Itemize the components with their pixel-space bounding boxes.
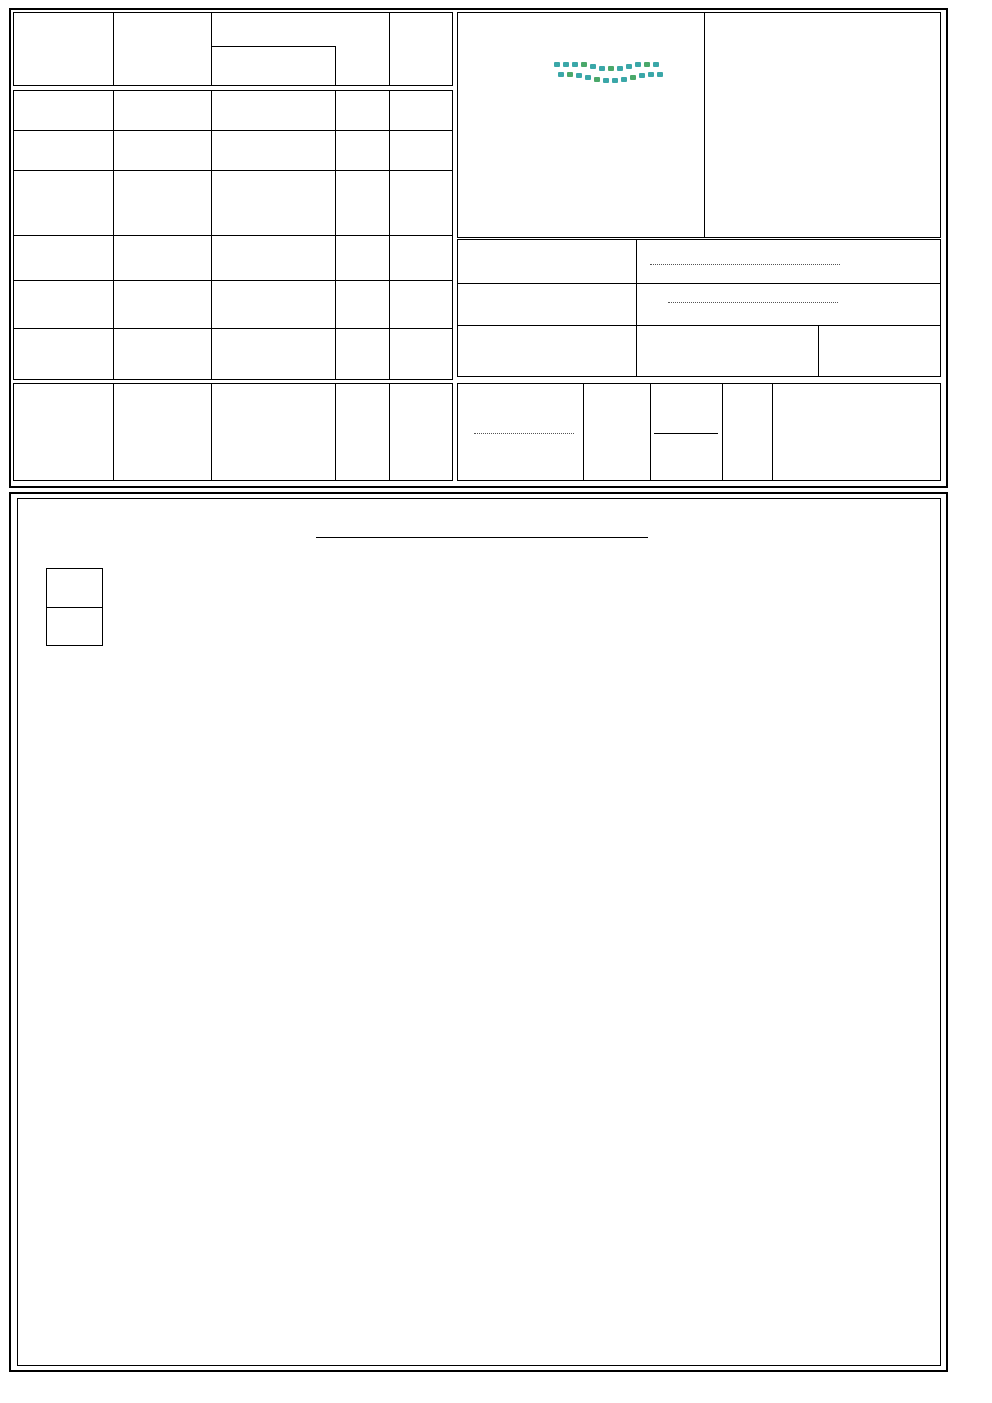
digits-line: [654, 433, 718, 434]
student-name-field[interactable]: [650, 264, 840, 265]
seat-number-field[interactable]: [668, 302, 838, 303]
ministry-logo: [552, 58, 668, 92]
words-field[interactable]: [474, 433, 574, 434]
